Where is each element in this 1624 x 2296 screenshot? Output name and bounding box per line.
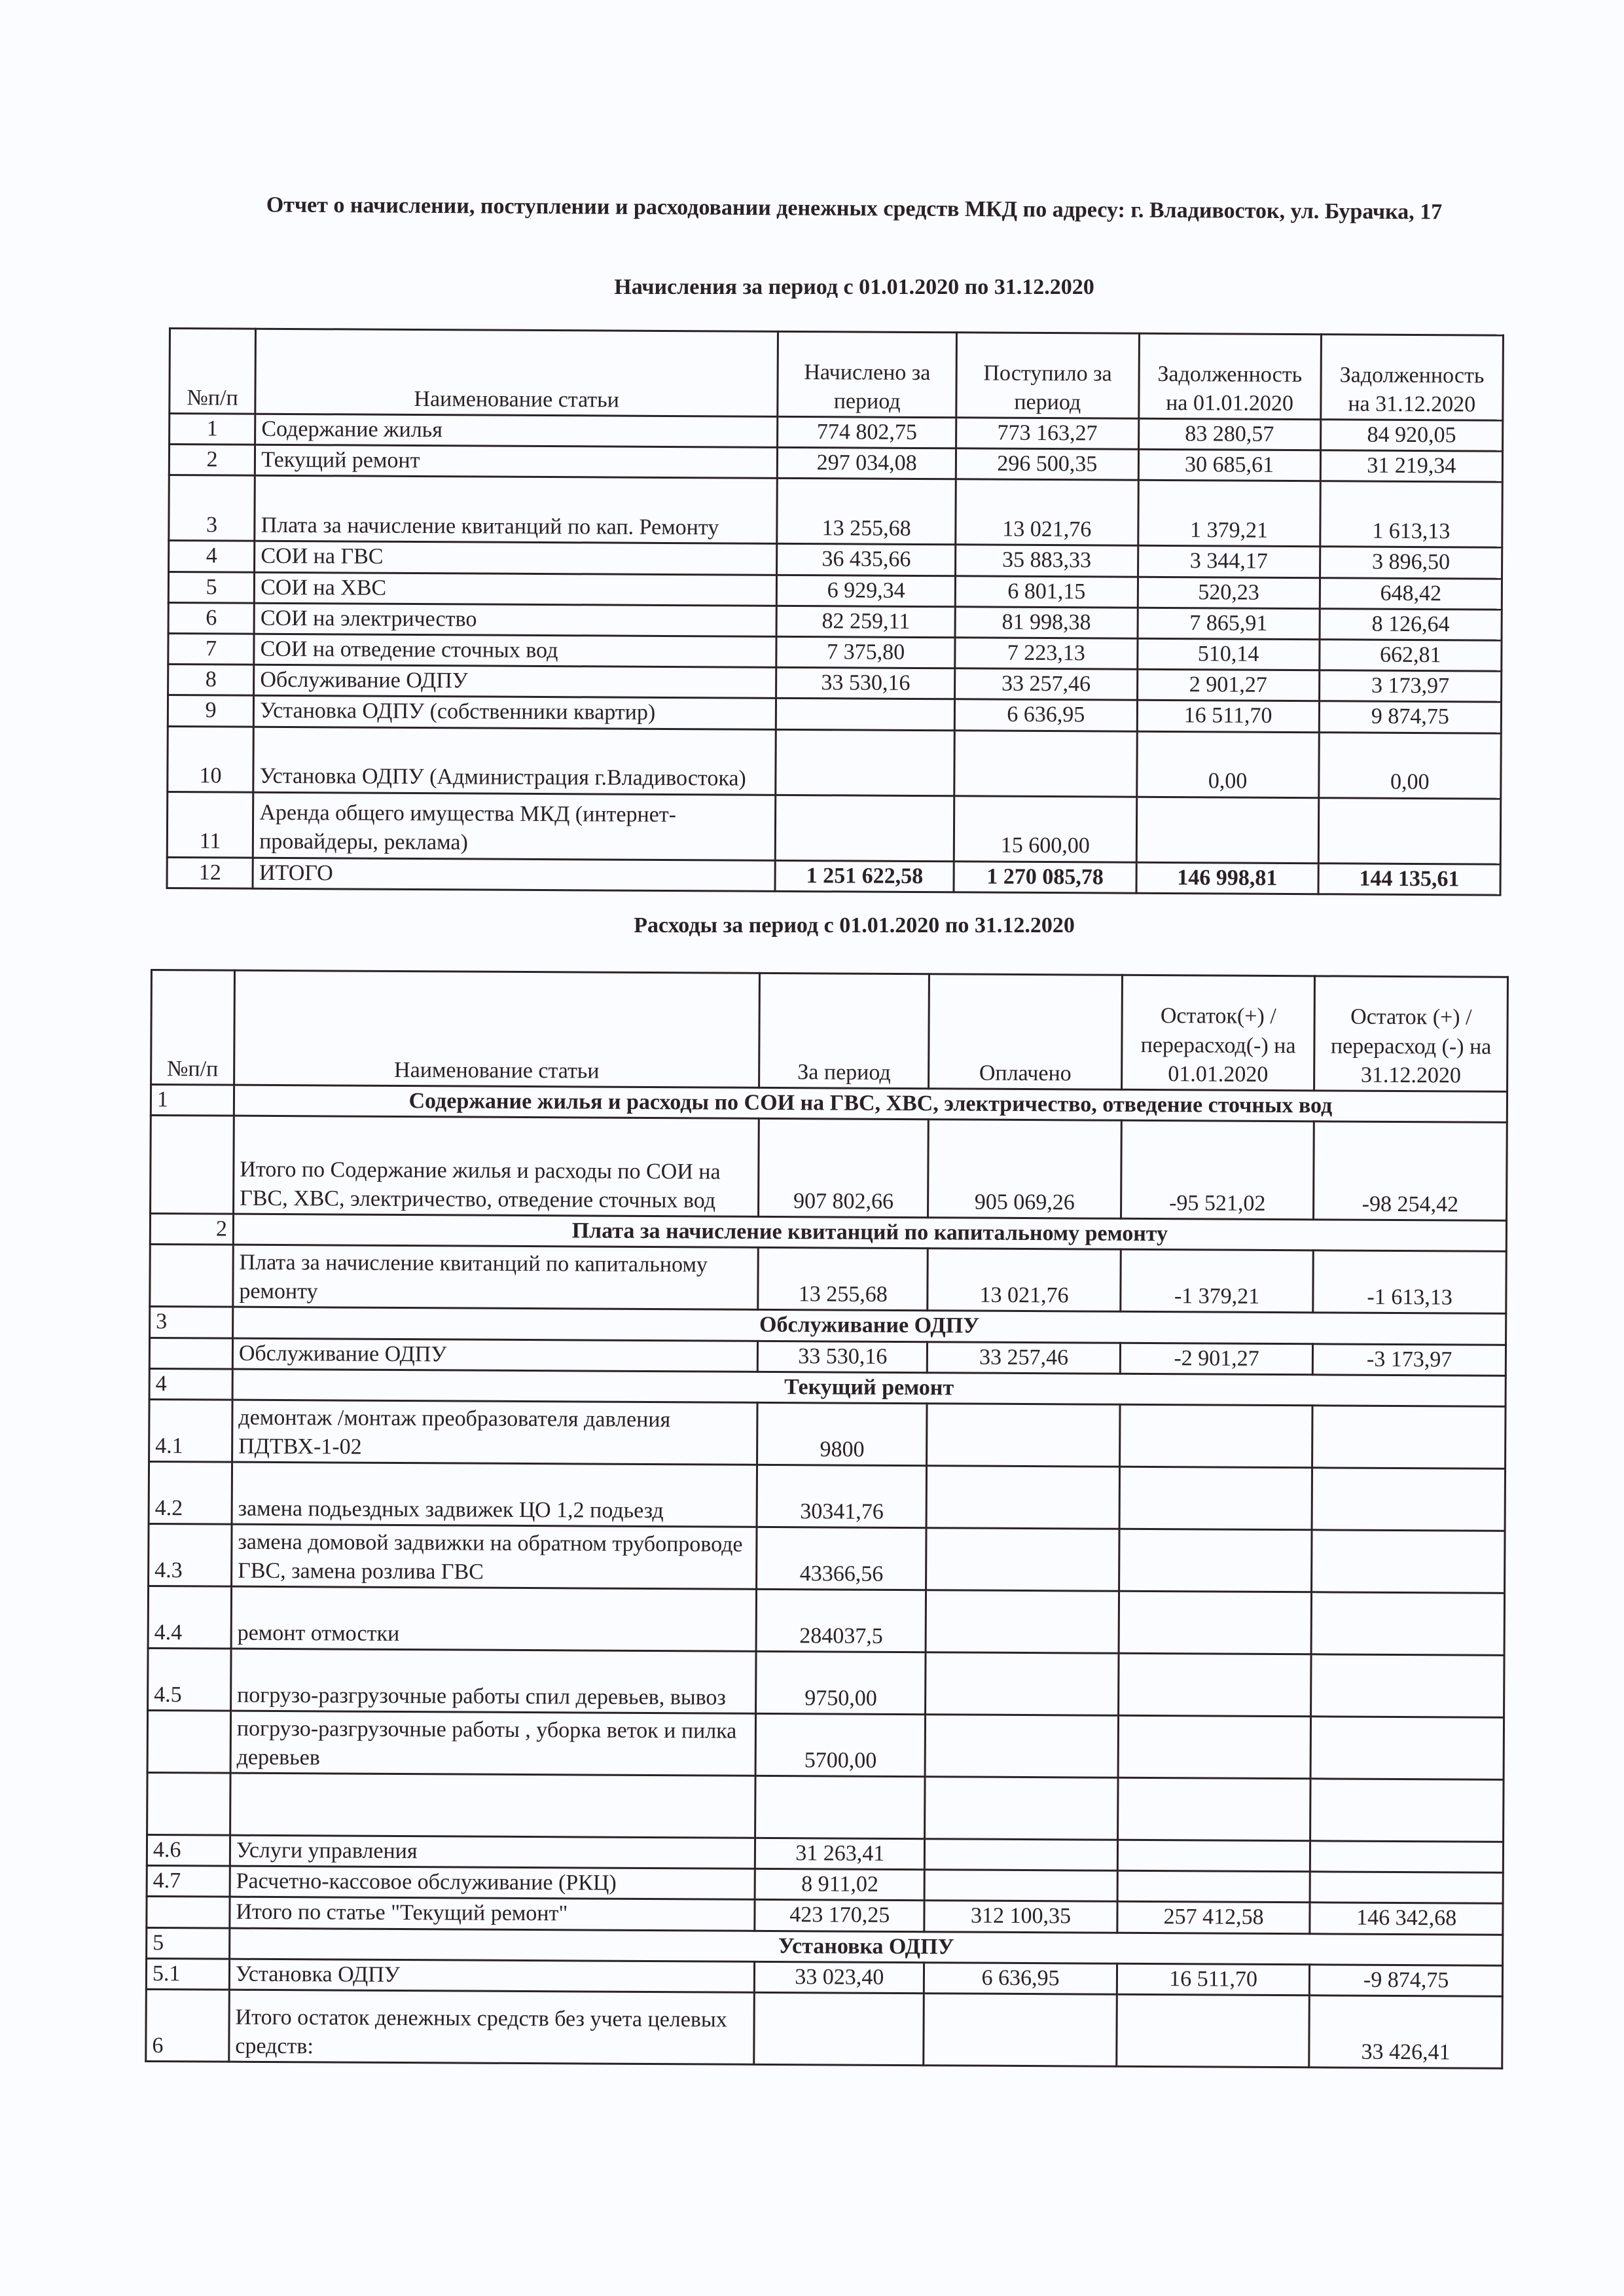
empty-cell <box>1312 1406 1506 1469</box>
row-name: Аренда общего имущества МКД (интернет-провайдеры, реклама) <box>253 792 776 860</box>
row-number: 7 <box>168 633 254 665</box>
table-row <box>151 1116 1507 1221</box>
empty-cell <box>927 1404 1120 1467</box>
row-number: 2 <box>169 445 255 476</box>
empty-cell <box>1310 1872 1503 1904</box>
row-debt-start: 7 865,91 <box>1138 608 1320 640</box>
row-paid: 905 069,26 <box>928 1120 1121 1219</box>
empty-cell <box>1118 1715 1311 1779</box>
col-name: Наименование статьи <box>255 329 778 416</box>
empty-cell <box>1119 1591 1312 1654</box>
row-number: 4.3 <box>149 1523 232 1586</box>
row-balance-end: -1 613,13 <box>1313 1250 1506 1314</box>
row-name: Обслуживание ОДПУ <box>232 1338 758 1372</box>
row-debt-end: 662,81 <box>1320 640 1502 672</box>
row-name: Установка ОДПУ <box>229 1959 755 1992</box>
section-title: Содержание жилья и расходы по СОИ на ГВС, ХВС, электричество, отведение сточных вод <box>234 1085 1507 1122</box>
table-row <box>169 475 1502 548</box>
row-balance-end: 33 426,41 <box>1309 1995 1502 2069</box>
row-number: 4 <box>169 541 255 572</box>
col-balance-start: Остаток(+) /перерасход(-) на 01.01.2020 <box>1121 975 1314 1091</box>
row-number: 6 <box>146 1989 230 2062</box>
row-name: СОИ на электричество <box>254 603 776 636</box>
row-received: 773 163,27 <box>956 418 1138 450</box>
col-number: №п/п <box>170 329 256 414</box>
col-number: №п/п <box>151 970 235 1085</box>
row-period <box>755 1776 925 1838</box>
row-number: 9 <box>168 695 253 727</box>
empty-cell <box>1119 1404 1312 1468</box>
row-name: Итого по статье "Текущий ремонт" <box>230 1897 755 1930</box>
table-row <box>147 1710 1504 1779</box>
row-charged <box>776 795 955 861</box>
row-number: 4.1 <box>149 1399 232 1462</box>
row-period: 423 170,25 <box>755 1900 924 1932</box>
row-debt-end: 84 920,05 <box>1320 420 1502 452</box>
row-name: ИТОГО <box>253 858 775 891</box>
row-received: 13 021,76 <box>956 479 1138 545</box>
row-paid: 33 257,46 <box>928 1341 1121 1374</box>
row-debt-start: 1 379,21 <box>1138 481 1320 547</box>
row-period: 13 255,68 <box>758 1248 928 1311</box>
row-received: 7 223,13 <box>955 638 1137 670</box>
row-received <box>954 730 1137 796</box>
row-name: Обслуживание ОДПУ <box>254 665 776 698</box>
row-number: 4.6 <box>147 1834 230 1866</box>
row-debt-end: 0,00 <box>1319 732 1502 798</box>
row-charged: 13 255,68 <box>777 479 956 545</box>
row-name: демонтаж /монтаж преобразователя давления ПДТВХ-1-02 <box>232 1400 758 1465</box>
row-period: 9750,00 <box>756 1651 926 1714</box>
section-number: 5 <box>147 1927 230 1959</box>
row-name: замена домовой задвижки на обратном трубопроводе ГВС, замена розлива ГВС <box>232 1524 757 1589</box>
row-debt-start: 510,14 <box>1137 638 1319 670</box>
row-charged <box>776 699 955 731</box>
row-debt-end: 1 613,13 <box>1320 481 1503 547</box>
empty-cell <box>925 1715 1118 1778</box>
row-charged: 36 435,66 <box>777 544 956 576</box>
row-number: 8 <box>168 665 254 696</box>
empty-cell <box>1311 1654 1504 1718</box>
section-number: 1 <box>151 1085 234 1116</box>
row-number: 1 <box>170 414 255 445</box>
row-number: 4.7 <box>147 1866 230 1897</box>
row-period: 9800 <box>757 1402 927 1465</box>
row-paid: 13 021,76 <box>928 1248 1121 1312</box>
row-charged: 7 375,80 <box>776 636 955 668</box>
row-debt-end: 9 874,75 <box>1319 701 1501 733</box>
row-period: 33 023,40 <box>755 1961 924 1994</box>
row-balance-start: 257 412,58 <box>1117 1902 1310 1934</box>
col-balance-end: Остаток (+) / перерасход (-) на 31.12.2020 <box>1314 976 1507 1092</box>
col-received: Поступило за период <box>956 333 1139 418</box>
row-received: 81 998,38 <box>955 607 1137 639</box>
col-debt-start: Задолженность на 01.01.2020 <box>1138 333 1321 419</box>
empty-cell <box>1310 1841 1504 1873</box>
empty-cell <box>1119 1529 1312 1592</box>
row-name: СОИ на отведение сточных вод <box>254 634 776 667</box>
total-row <box>167 857 1500 895</box>
empty-cell <box>1311 1592 1504 1656</box>
empty-cell <box>926 1466 1119 1529</box>
row-debt-end: 31 219,34 <box>1320 450 1502 483</box>
table-row <box>149 1523 1505 1593</box>
row-received: 6 636,95 <box>955 699 1137 731</box>
empty-cell <box>1117 1870 1310 1903</box>
empty-cell <box>925 1839 1118 1871</box>
row-period: 284037,5 <box>756 1589 926 1652</box>
row-paid: 312 100,35 <box>924 1901 1117 1933</box>
row-name: СОИ на ХВС <box>255 572 777 606</box>
empty-cell <box>1312 1468 1505 1531</box>
row-received: 15 600,00 <box>954 795 1136 862</box>
row-balance-start: -1 379,21 <box>1121 1250 1314 1313</box>
accruals-heading: Начисления за период с 01.01.2020 по 31.12.2020 <box>614 275 1094 299</box>
row-balance-end: -9 874,75 <box>1310 1964 1503 1996</box>
row-debt-start: 16 511,70 <box>1137 701 1319 733</box>
row-received: 296 500,35 <box>956 448 1138 481</box>
row-debt-start: 520,23 <box>1138 577 1320 609</box>
section-number: 4 <box>149 1368 232 1400</box>
row-number: 6 <box>168 602 254 634</box>
report-title: Отчет о начислении, поступлении и расходовании денежных средств МКД по адресу: г. Владивосток, ул. Бурачка, 17 <box>266 192 1443 225</box>
row-debt-start: 2 901,27 <box>1137 669 1319 701</box>
row-name: Установка ОДПУ (Администрация г.Владивостока) <box>253 727 776 795</box>
row-charged: 82 259,11 <box>776 606 955 638</box>
empty-cell <box>926 1590 1119 1654</box>
col-debt-end: Задолженность на 31.12.2020 <box>1321 335 1504 420</box>
row-period: 30341,76 <box>757 1465 926 1527</box>
col-period: За период <box>759 973 929 1088</box>
row-number <box>147 1710 230 1773</box>
row-number: 3 <box>169 475 255 541</box>
row-received: 35 883,33 <box>956 545 1138 577</box>
table-row <box>167 792 1500 864</box>
section-number: 2 <box>150 1214 233 1245</box>
empty-cell <box>1310 1779 1504 1842</box>
row-name: Установка ОДПУ (собственники квартир) <box>254 695 776 729</box>
row-period: 31 263,41 <box>755 1838 925 1870</box>
row-balance-end: 146 342,68 <box>1310 1903 1503 1935</box>
row-name: замена подьездных задвижек ЦО 1,2 подьезд <box>232 1462 757 1527</box>
row-received: 33 257,46 <box>955 668 1137 701</box>
expenses-heading: Расходы за период с 01.01.2020 по 31.12.2020 <box>634 913 1075 938</box>
row-period: 33 530,16 <box>758 1341 928 1373</box>
col-paid: Оплачено <box>929 974 1122 1090</box>
row-debt-end: 3 173,97 <box>1319 670 1501 702</box>
table-row <box>168 726 1501 799</box>
row-name: Плата за начисление квитанций по капитальному ремонту <box>233 1245 759 1310</box>
section-title: Установка ОДПУ <box>230 1928 1503 1965</box>
empty-cell <box>1119 1467 1312 1530</box>
row-number: 10 <box>168 726 254 792</box>
accruals-header-row <box>170 329 1504 421</box>
row-period: 8 911,02 <box>755 1868 924 1901</box>
empty-cell <box>925 1777 1118 1840</box>
row-number: 5.1 <box>146 1958 229 1990</box>
row-debt-start: 0,00 <box>1136 731 1319 797</box>
empty-cell <box>1117 1777 1310 1841</box>
empty-cell <box>926 1528 1119 1592</box>
row-number: 4.4 <box>148 1586 231 1649</box>
row-debt-end: 8 126,64 <box>1320 608 1502 640</box>
row-debt-start: 83 280,57 <box>1138 418 1320 450</box>
row-debt-start: 3 344,17 <box>1138 546 1320 578</box>
row-name: Итого остаток денежных средств без учета целевых средств: <box>229 1990 755 2064</box>
table-row <box>148 1586 1504 1655</box>
row-debt-end: 648,42 <box>1320 577 1502 610</box>
empty-cell <box>1310 1717 1504 1780</box>
row-period: 907 802,66 <box>759 1119 929 1218</box>
row-number: 12 <box>167 857 253 888</box>
row-name <box>230 1773 756 1838</box>
row-debt-end: 144 135,61 <box>1318 863 1500 895</box>
section-title: Текущий ремонт <box>232 1369 1506 1406</box>
row-number <box>147 1772 230 1835</box>
row-name: Расчетно-кассовое обслуживание (РКЦ) <box>230 1866 755 1899</box>
row-name: СОИ на ГВС <box>255 541 777 575</box>
row-debt-start: 146 998,81 <box>1136 862 1318 894</box>
empty-cell <box>1312 1530 1505 1594</box>
section-number: 3 <box>150 1307 233 1338</box>
table-row <box>149 1399 1506 1468</box>
row-name: Плата за начисление квитанций по кап. Ремонту <box>255 476 778 544</box>
row-charged: 774 802,75 <box>778 416 956 448</box>
row-balance-start: -95 521,02 <box>1121 1120 1314 1220</box>
row-period: 43366,56 <box>757 1527 926 1590</box>
row-charged: 297 034,08 <box>778 448 956 480</box>
row-paid: 6 636,95 <box>924 1962 1117 1994</box>
row-charged: 6 929,34 <box>777 575 956 607</box>
expenses-table <box>145 969 1509 2069</box>
row-balance-end: -3 173,97 <box>1313 1343 1506 1376</box>
row-number: 5 <box>168 572 254 603</box>
row-charged <box>776 729 955 795</box>
row-debt-end: 3 896,50 <box>1320 547 1502 579</box>
section-title: Плата за начисление квитанций по капитальному ремонту <box>233 1214 1506 1251</box>
table-row <box>150 1245 1506 1314</box>
col-name: Наименование статьи <box>234 970 760 1087</box>
row-received: 6 801,15 <box>956 575 1138 608</box>
row-number: 4.2 <box>149 1461 232 1524</box>
empty-cell <box>924 1870 1117 1902</box>
row-name: Текущий ремонт <box>255 445 778 478</box>
row-balance-start: 16 511,70 <box>1117 1963 1310 1995</box>
col-charged: Начислено за период <box>778 331 957 417</box>
row-number: 4.5 <box>148 1648 231 1711</box>
row-debt-end <box>1318 797 1501 864</box>
empty-cell <box>1117 1840 1310 1872</box>
accruals-table <box>166 327 1504 896</box>
row-charged: 33 530,16 <box>776 667 955 699</box>
row-name: погрузо-разгрузочные работы спил деревьев, вывоз <box>231 1649 757 1713</box>
empty-cell <box>926 1652 1119 1716</box>
row-balance-start: -2 901,27 <box>1120 1343 1313 1375</box>
empty-cell <box>1118 1653 1311 1717</box>
table-row <box>149 1461 1505 1531</box>
row-received: 1 270 085,78 <box>954 861 1136 893</box>
row-name: погрузо-разгрузочные работы , уборка веток и пилка деревьев <box>230 1711 756 1776</box>
row-name: Услуги управления <box>230 1835 755 1868</box>
section-title: Обслуживание ОДПУ <box>233 1307 1506 1345</box>
row-number: 11 <box>167 792 253 858</box>
table-row <box>147 1772 1504 1842</box>
row-name: Итого по Содержание жилья и расходы по СОИ на ГВС, ХВС, электричество, отведение сточных вод <box>233 1116 759 1216</box>
row-balance-end: -98 254,42 <box>1314 1121 1507 1221</box>
row-debt-start: 30 685,61 <box>1138 449 1320 481</box>
table-row <box>146 1989 1503 2068</box>
row-name: ремонт отмостки <box>231 1586 757 1651</box>
row-charged: 1 251 622,58 <box>775 860 954 892</box>
table-row <box>148 1648 1504 1717</box>
expenses-header-row <box>151 970 1508 1092</box>
row-debt-start <box>1136 797 1319 863</box>
row-name: Содержание жилья <box>255 414 778 447</box>
row-period: 5700,00 <box>755 1713 925 1776</box>
